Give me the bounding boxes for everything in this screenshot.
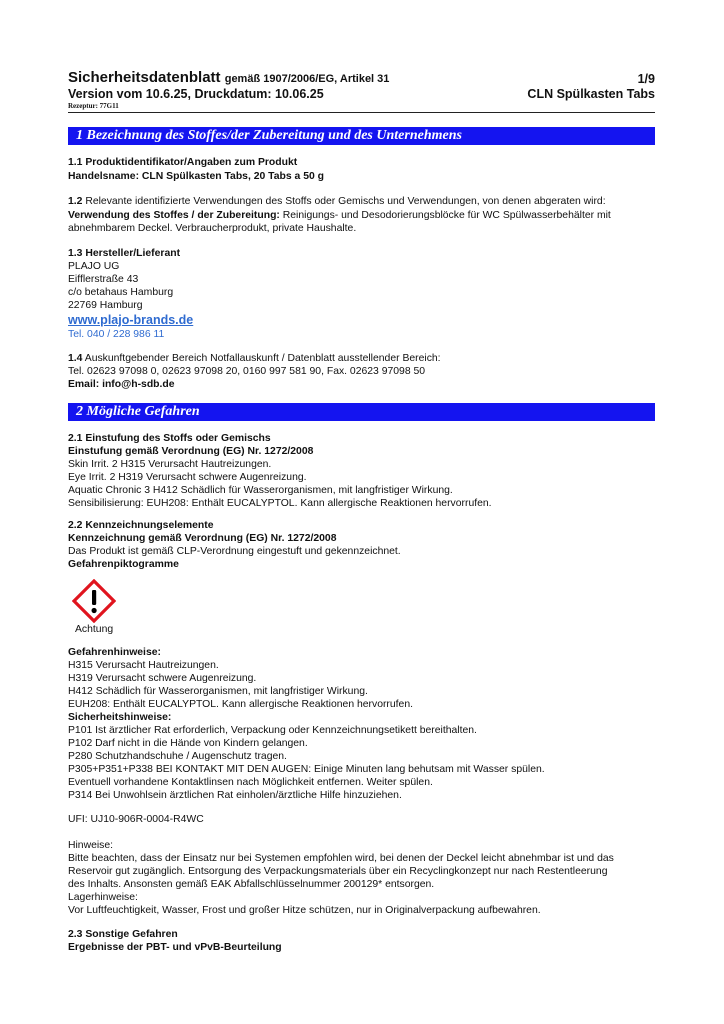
section-1-heading: 1 Bezeichnung des Stoffes/der Zubereitung und des Unternehmens [76,128,462,143]
precautionary-statement: P305+P351+P338 BEI KONTAKT MIT DEN AUGEN: Einige Minuten lang behutsam mit Wasser spülen. [68,764,545,775]
company-street: Eifflerstraße 43 [68,274,139,285]
notes-line: des Inhalts. Ansonsten gemäß EAK Abfallschlüsselnummer 200129* entsorgen. [68,879,435,890]
version-line: Version vom 10.6.25, Druckdatum: 10.06.25 [68,87,324,101]
s23-title: 2.3 Sonstige Gefahren [68,929,178,940]
hazard-statement: H319 Verursacht schwere Augenreizung. [68,673,257,684]
s21-classification-line: Eye Irrit. 2 H319 Verursacht schwere Augenreizung. [68,472,307,483]
precautionary-statement: P314 Bei Unwohlsein ärztlichen Rat einholen/ärztliche Hilfe hinzuziehen. [68,790,402,801]
section-2-heading: 2 Mögliche Gefahren [76,404,200,419]
s11-title: 1.1 Produktidentifikator/Angaben zum Produkt [68,157,298,168]
hazard-statements-title: Gefahrenhinweise: [68,647,161,658]
website-link[interactable]: www.plajo-brands.de [68,313,194,327]
s12-use-text-2: abnehmbarem Deckel. Verbraucherprodukt, private Haushalte. [68,223,357,234]
s12-text: Relevante identifizierte Verwendungen des Stoffs oder Gemischs und Verwendungen, von denen abgeraten wird: [82,196,606,207]
signal-word: Achtung [75,624,114,635]
s21-subtitle: Einstufung gemäß Verordnung (EG) Nr. 1272/2008 [68,446,314,457]
s21-classification-line: Aquatic Chronic 3 H412 Schädlich für Wasserorganismen, mit langfristiger Wirkung. [68,485,453,496]
s12-line [68,196,606,209]
s12-use-text: Reinigungs- und Desodorierungsblöcke für WC Spülwasserbehälter mit [279,210,611,221]
notes-line: Bitte beachten, dass der Einsatz nur bei Systemen empfohlen wird, bei denen der Deckel leicht abnehmbar ist und das [68,853,614,864]
notes-line: Reservoir gut zugänglich. Entsorgung des Verpackungsmaterials über ein Recyclingkonzept nur nach Restentleerung [68,866,608,877]
storage-title: Lagerhinweise: [68,892,138,903]
s13-title: 1.3 Hersteller/Lieferant [68,248,181,259]
storage-text: Vor Luftfeuchtigkeit, Wasser, Frost und großer Hitze schützen, nur in Originalverpackung aufbewahren. [68,905,541,916]
s21-classification-line: Sensibilisierung: EUH208: Enthält EUCALYPTOL. Kann allergische Reaktionen hervorrufen. [68,498,492,509]
precautionary-statement: P101 Ist ärztlicher Rat erforderlich, Verpackung oder Kennzeichnungsetikett bereithalten. [68,725,477,736]
precautionary-statement: P280 Schutzhandschuhe / Augenschutz tragen. [68,751,287,762]
s14-number: 1.4 [68,353,83,364]
s12-number: 1.2 [68,196,83,207]
title-main: Sicherheitsdatenblatt [68,69,221,86]
pictogram-title: Gefahrenpiktogramme [68,559,179,570]
s14-tel: Tel. 02623 97098 0, 02623 97098 20, 0160 997 581 90, Fax. 02623 97098 50 [68,366,426,377]
notes-title: Hinweise: [68,840,114,851]
precautionary-statements-title: Sicherheitshinweise: [68,712,172,723]
s14-text: Auskunftgebender Bereich Notfallauskunft / Datenblatt ausstellender Bereich: [82,353,441,364]
exclamation-mark-ghs07-icon [72,579,116,623]
document-title [68,69,389,86]
s23-subtitle: Ergebnisse der PBT- und vPvB-Beurteilung [68,942,282,953]
company-phone: Tel. 040 / 228 986 11 [68,329,165,340]
product-short-name: CLN Spülkasten Tabs [527,87,655,101]
rezeptur: Rezeptur: 77G11 [68,102,119,110]
section-2-heading-bar [68,403,655,421]
title-regulation: gemäß 1907/2006/EG, Artikel 31 [224,73,390,85]
s21-classification-line: Skin Irrit. 2 H315 Verursacht Hautreizungen. [68,459,272,470]
precautionary-statement: Eventuell vorhandene Kontaktlinsen nach Möglichkeit entfernen. Weiter spülen. [68,777,433,788]
s14-email[interactable]: Email: info@h-sdb.de [68,379,175,390]
s12-use-label: Verwendung des Stoffes / der Zubereitung: [68,210,280,221]
hazard-statement: H412 Schädlich für Wasserorganismen, mit langfristiger Wirkung. [68,686,368,697]
company-name: PLAJO UG [68,261,120,272]
company-city: 22769 Hamburg [68,300,143,311]
ufi-code: UFI: UJ10-906R-0004-R4WC [68,814,204,825]
s11-trade-name: Handelsname: CLN Spülkasten Tabs, 20 Tabs a 50 g [68,171,324,182]
s22-title: 2.2 Kennzeichnungselemente [68,520,214,531]
header-divider [68,112,655,113]
page-number: 1/9 [637,72,655,86]
precautionary-statement: P102 Darf nicht in die Hände von Kindern gelangen. [68,738,308,749]
s22-text: Das Produkt ist gemäß CLP-Verordnung eingestuft und gekennzeichnet. [68,546,401,557]
company-co: c/o betahaus Hamburg [68,287,174,298]
hazard-statement: H315 Verursacht Hautreizungen. [68,660,219,671]
s22-subtitle: Kennzeichnung gemäß Verordnung (EG) Nr. 1272/2008 [68,533,337,544]
hazard-statement: EUH208: Enthält EUCALYPTOL. Kann allergische Reaktionen hervorrufen. [68,699,414,710]
s12-use-line [68,210,611,223]
s21-title: 2.1 Einstufung des Stoffs oder Gemischs [68,433,271,444]
s14-line [68,353,441,366]
section-1-heading-bar [68,127,655,145]
